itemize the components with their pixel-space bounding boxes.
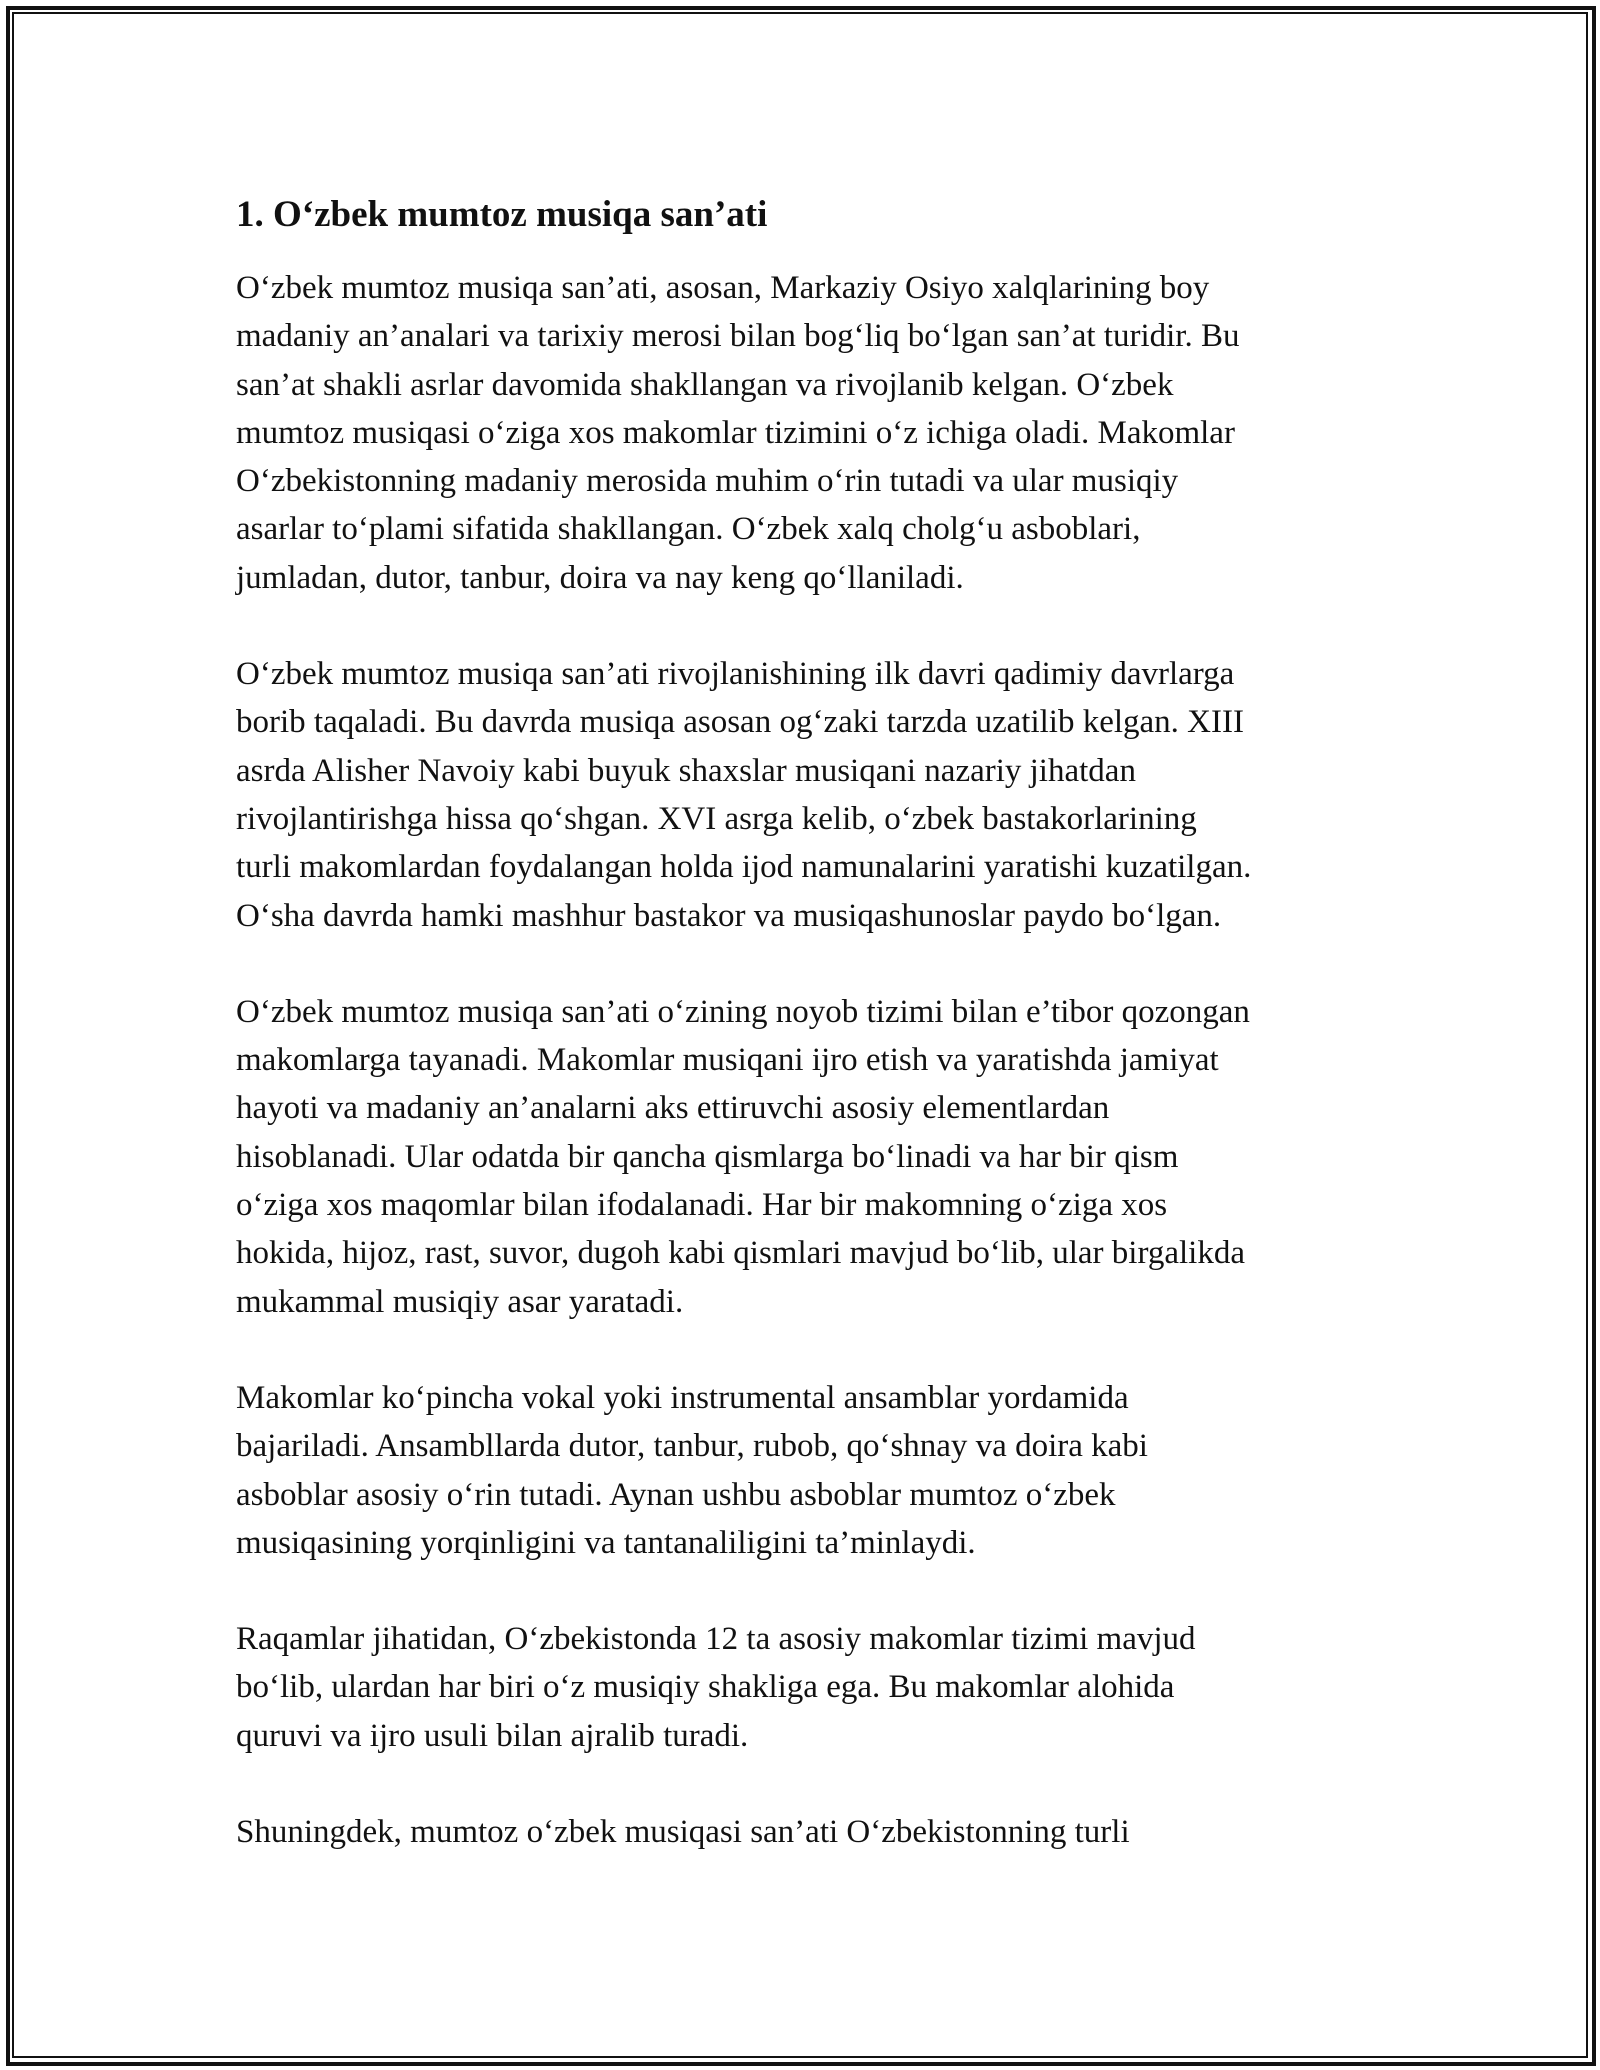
paragraph-5: Raqamlar jihatidan, O‘zbekistonda 12 ta asosiy makomlar tizimi mavjud bo‘lib, ulardan har biri o‘z musiqiy shakliga ega. Bu makomlar alohida quruvi va ijro usuli bilan ajralib turadi.: [236, 1621, 1196, 1754]
paragraph-2: O‘zbek mumtoz musiqa san’ati rivojlanishining ilk davri qadimiy davrlarga borib taqaladi. Bu davrda musiqa asosan og‘zaki tarzda uzatilib kelgan. XIII asrda Alisher Navoiy kabi buyuk shaxslar musiqani nazariy jihatdan rivojlantirishga hissa qo‘shgan. XVI asrga kelib, o‘zbek bastakorlarining turli makomlardan foydalangan holda ijod namunalarini yaratishi kuzatilgan. O‘sha davrda hamki mashhur bastakor va musiqashunoslar paydo bo‘lgan.: [236, 656, 1252, 934]
section-heading: 1. O‘zbek mumtoz musiqa san’ati: [236, 194, 768, 235]
document-body: [236, 188, 1376, 1904]
paragraph-6: Shuningdek, mumtoz o‘zbek musiqasi san’ati O‘zbekistonning turli: [236, 1814, 1130, 1851]
paragraph-1: O‘zbek mumtoz musiqa san’ati, asosan, Markaziy Osiyo xalqlarining boy madaniy an’analari va tarixiy merosi bilan bog‘liq bo‘lgan san’at turidir. Bu san’at shakli asrlar davomida shakllangan va rivojlanib kelgan. O‘zbek mumtoz musiqasi o‘ziga xos makomlar tizimini o‘z ichiga oladi. Makomlar O‘zbekistonning madaniy merosida muhim o‘rin tutadi va ular musiqiy asarlar to‘plami sifatida shakllangan. O‘zbek xalq cholg‘u asboblari, jumladan, dutor, tanbur, doira va nay keng qo‘llaniladi.: [236, 270, 1240, 596]
paragraph-3: O‘zbek mumtoz musiqa san’ati o‘zining noyob tizimi bilan e’tibor qozongan makomlarga tayanadi. Makomlar musiqani ijro etish va yaratishda jamiyat hayoti va madaniy an’analarni aks ettiruvchi asosiy elementlardan hisoblanadi. Ular odatda bir qancha qismlarga bo‘linadi va har bir qism o‘ziga xos maqomlar bilan ifodalanadi. Har bir makomning o‘ziga xos hokida, hijoz, rast, suvor, dugoh kabi qismlari mavjud bo‘lib, ular birgalikda mukammal musiqiy asar yaratadi.: [236, 993, 1250, 1320]
paragraph-4: Makomlar ko‘pincha vokal yoki instrumental ansamblar yordamida bajariladi. Ansambllarda dutor, tanbur, rubob, qo‘shnay va doira kabi asboblar asosiy o‘rin tutadi. Aynan ushbu asboblar mumtoz o‘zbek musiqasining yorqinligini va tantanaliligini ta’minlaydi.: [236, 1379, 1148, 1561]
